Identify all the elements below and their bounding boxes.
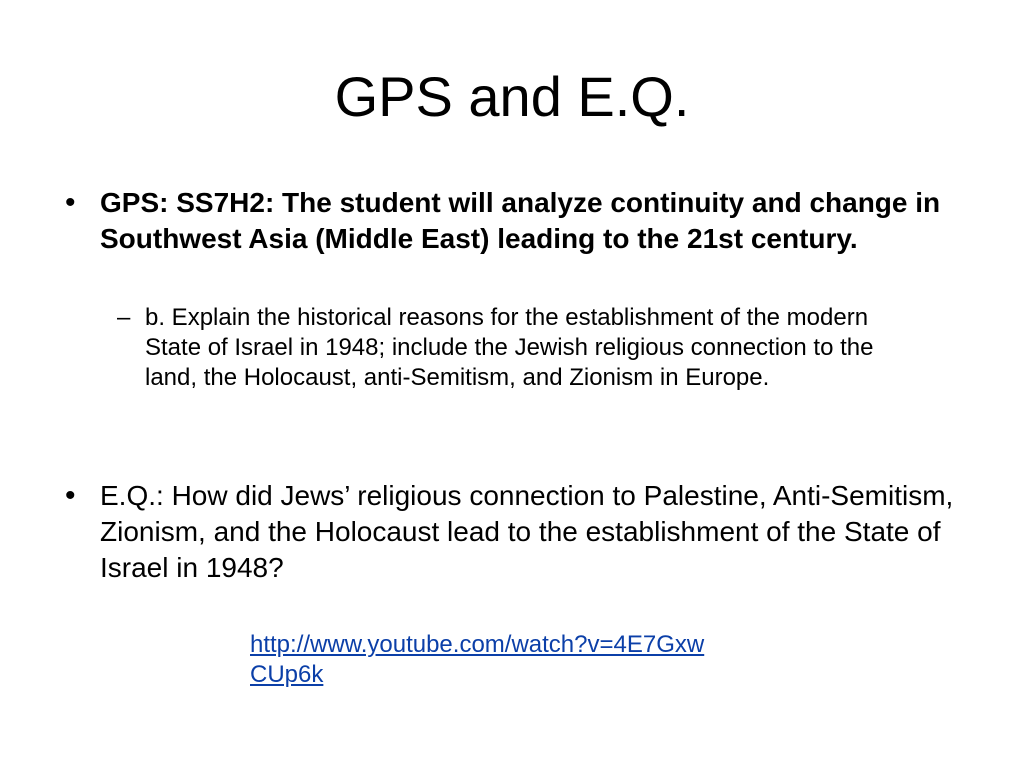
bullet-eq [65,478,965,586]
slide-title: GPS and E.Q. [334,65,690,128]
bullet-gps-text: GPS: SS7H2: The student will analyze continuity and change in Southwest Asia (Middle East) leading to the 21st century. [100,187,941,254]
youtube-link-line-2[interactable]: CUp6k [250,661,324,688]
bullet-gps [65,185,965,257]
youtube-link[interactable] [250,630,750,690]
bullet-marker: • [65,479,76,512]
youtube-link-line-1[interactable]: http://www.youtube.com/watch?v=4E7Gxw [250,631,705,658]
bullet-eq-text: E.Q.: How did Jews’ religious connection to Palestine, Anti-Semitism, Zionism, and the Holocaust lead to the establishment of the State of Israel in 1948? [100,480,954,583]
sub-bullet-text: b. Explain the historical reasons for the establishment of the modern State of Israel in 1948; include the Jewish religious connection to the land, the Holocaust, anti-Semitism, and Zionism in Europe. [145,304,874,391]
bullet-marker: • [65,186,76,219]
sub-bullet-standard [117,303,917,393]
sub-bullet-marker: – [117,304,131,331]
